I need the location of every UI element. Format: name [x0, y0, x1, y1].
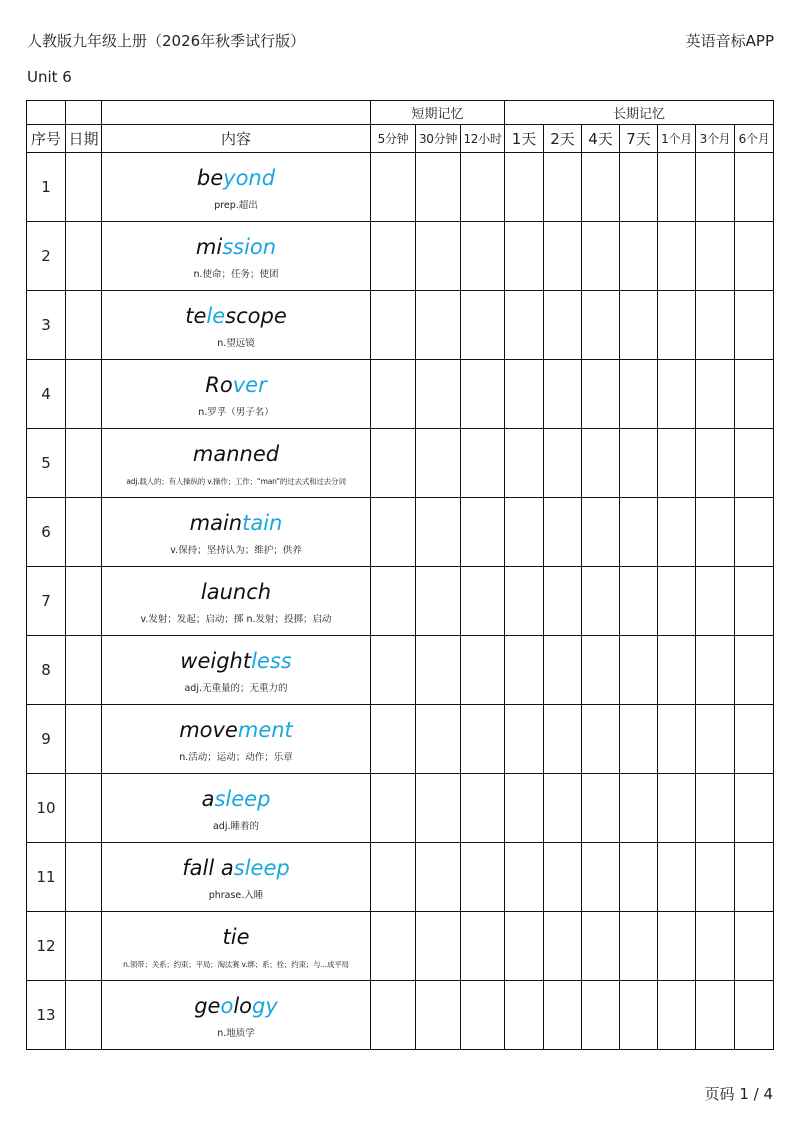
review-check-cell: [582, 222, 620, 291]
row-number: 2: [27, 222, 66, 291]
col-header-7day: 7天: [620, 125, 658, 153]
word-segment: te: [185, 304, 207, 328]
review-check-cell: [658, 636, 696, 705]
review-check-cell: [620, 843, 658, 912]
review-check-cell: [371, 774, 416, 843]
review-check-cell: [582, 774, 620, 843]
table-body: [27, 153, 774, 1050]
review-check-cell: [461, 912, 505, 981]
word-segment: a: [201, 787, 215, 811]
review-check-cell: [735, 498, 774, 567]
review-check-cell: [505, 153, 544, 222]
word-segment-highlight: less: [251, 649, 292, 673]
row-number: 7: [27, 567, 66, 636]
review-check-cell: [696, 981, 735, 1050]
table-row: [27, 843, 774, 912]
review-check-cell: [582, 705, 620, 774]
review-check-cell: [544, 774, 582, 843]
review-check-cell: [735, 981, 774, 1050]
word-definition: adj.睡着的: [212, 821, 259, 832]
content-cell: [102, 291, 371, 360]
review-check-cell: [461, 360, 505, 429]
review-check-cell: [371, 291, 416, 360]
review-check-cell: [544, 498, 582, 567]
review-check-cell: [505, 843, 544, 912]
review-check-cell: [371, 222, 416, 291]
review-check-cell: [658, 222, 696, 291]
word-segment: be: [196, 166, 224, 190]
row-number: 13: [27, 981, 66, 1050]
review-check-cell: [416, 636, 461, 705]
date-cell: [66, 567, 102, 636]
review-check-cell: [735, 153, 774, 222]
word-definition: n.望远镜: [217, 338, 255, 349]
vocab-word: [102, 511, 370, 537]
review-check-cell: [544, 636, 582, 705]
content-cell: [102, 912, 371, 981]
word-segment-highlight: sleep: [214, 787, 271, 811]
word-segment: launch: [200, 580, 272, 604]
word-definition: adj.载人的；有人操纵的 v.操作；工作；“man”的过去式和过去分词: [126, 477, 346, 486]
content-cell: [102, 498, 371, 567]
date-cell: [66, 153, 102, 222]
review-check-cell: [696, 360, 735, 429]
word-segment-highlight: ment: [237, 718, 293, 742]
review-check-cell: [582, 498, 620, 567]
vocab-word: [102, 856, 370, 882]
word-segment: manned: [192, 442, 280, 466]
row-number: 10: [27, 774, 66, 843]
review-check-cell: [416, 912, 461, 981]
table-row: [27, 774, 774, 843]
review-check-cell: [735, 705, 774, 774]
content-cell: [102, 567, 371, 636]
review-check-cell: [371, 912, 416, 981]
review-check-cell: [620, 567, 658, 636]
date-cell: [66, 843, 102, 912]
review-check-cell: [735, 636, 774, 705]
review-check-cell: [416, 498, 461, 567]
review-check-cell: [620, 153, 658, 222]
review-check-cell: [505, 705, 544, 774]
blank-cell: [27, 101, 66, 125]
content-cell: [102, 636, 371, 705]
word-definition: n.使命；任务；使团: [193, 269, 279, 280]
vocab-word: [102, 787, 370, 813]
col-header-content: 内容: [102, 125, 371, 153]
word-segment: move: [179, 718, 238, 742]
review-check-cell: [461, 981, 505, 1050]
memory-table: [26, 100, 774, 1050]
date-cell: [66, 291, 102, 360]
review-check-cell: [582, 429, 620, 498]
word-segment: ge: [194, 994, 221, 1018]
col-header-5min: 5分钟: [371, 125, 416, 153]
review-check-cell: [735, 912, 774, 981]
review-check-cell: [416, 222, 461, 291]
vocab-word: [102, 649, 370, 675]
word-definition: prep.超出: [214, 200, 258, 211]
word-definition: n.活动；运动；动作；乐章: [179, 752, 293, 763]
review-check-cell: [461, 636, 505, 705]
review-check-cell: [620, 636, 658, 705]
vocab-word: [102, 994, 370, 1020]
review-check-cell: [582, 360, 620, 429]
group-long-term: 长期记忆: [505, 101, 774, 125]
page-number: 页码 1 / 4: [704, 1085, 773, 1103]
content-cell: [102, 981, 371, 1050]
review-check-cell: [658, 843, 696, 912]
content-cell: [102, 360, 371, 429]
review-check-cell: [658, 429, 696, 498]
review-check-cell: [544, 153, 582, 222]
date-cell: [66, 705, 102, 774]
review-check-cell: [505, 567, 544, 636]
review-check-cell: [544, 429, 582, 498]
row-number: 12: [27, 912, 66, 981]
review-check-cell: [582, 291, 620, 360]
review-check-cell: [696, 774, 735, 843]
content-cell: [102, 222, 371, 291]
row-number: 1: [27, 153, 66, 222]
review-check-cell: [582, 843, 620, 912]
content-cell: [102, 843, 371, 912]
review-check-cell: [416, 705, 461, 774]
row-number: 3: [27, 291, 66, 360]
review-check-cell: [696, 843, 735, 912]
table-row: [27, 912, 774, 981]
review-check-cell: [696, 912, 735, 981]
table-row: [27, 498, 774, 567]
col-header-date: 日期: [66, 125, 102, 153]
date-cell: [66, 636, 102, 705]
content-cell: [102, 774, 371, 843]
col-header-1month: 1个月: [658, 125, 696, 153]
col-header-6month: 6个月: [735, 125, 774, 153]
review-check-cell: [620, 360, 658, 429]
table-row: [27, 981, 774, 1050]
word-segment: fall a: [182, 856, 234, 880]
col-header-4day: 4天: [582, 125, 620, 153]
review-check-cell: [620, 498, 658, 567]
review-check-cell: [582, 912, 620, 981]
row-number: 4: [27, 360, 66, 429]
review-check-cell: [371, 705, 416, 774]
review-check-cell: [505, 222, 544, 291]
vocab-word: [102, 442, 370, 468]
review-check-cell: [461, 291, 505, 360]
review-check-cell: [582, 567, 620, 636]
review-check-cell: [505, 498, 544, 567]
group-short-term: 短期记忆: [371, 101, 505, 125]
review-check-cell: [620, 774, 658, 843]
review-check-cell: [461, 705, 505, 774]
word-segment-highlight: gy: [252, 994, 278, 1018]
review-check-cell: [544, 360, 582, 429]
review-check-cell: [620, 222, 658, 291]
review-check-cell: [658, 567, 696, 636]
review-check-cell: [735, 567, 774, 636]
review-check-cell: [658, 360, 696, 429]
col-header-2day: 2天: [544, 125, 582, 153]
review-check-cell: [544, 291, 582, 360]
review-check-cell: [416, 567, 461, 636]
vocab-word: [102, 718, 370, 744]
content-cell: [102, 705, 371, 774]
word-segment: lo: [233, 994, 253, 1018]
review-check-cell: [620, 429, 658, 498]
col-header-3month: 3个月: [696, 125, 735, 153]
vocab-word: [102, 580, 370, 606]
date-cell: [66, 360, 102, 429]
table-row: [27, 360, 774, 429]
date-cell: [66, 429, 102, 498]
word-segment-highlight: ssion: [222, 235, 277, 259]
content-cell: [102, 429, 371, 498]
review-check-cell: [461, 843, 505, 912]
review-check-cell: [620, 981, 658, 1050]
review-check-cell: [658, 153, 696, 222]
review-check-cell: [416, 429, 461, 498]
review-check-cell: [505, 636, 544, 705]
review-check-cell: [735, 222, 774, 291]
word-segment-highlight: yond: [223, 166, 276, 190]
review-check-cell: [505, 360, 544, 429]
vocab-word: [102, 373, 370, 399]
review-check-cell: [461, 774, 505, 843]
review-check-cell: [371, 360, 416, 429]
table-row: [27, 153, 774, 222]
date-cell: [66, 774, 102, 843]
row-number: 6: [27, 498, 66, 567]
word-segment: scope: [225, 304, 287, 328]
review-check-cell: [544, 222, 582, 291]
blank-cell: [102, 101, 371, 125]
review-check-cell: [696, 222, 735, 291]
word-segment: weight: [180, 649, 252, 673]
date-cell: [66, 498, 102, 567]
word-segment-highlight: le: [206, 304, 226, 328]
review-check-cell: [461, 222, 505, 291]
row-number: 9: [27, 705, 66, 774]
review-check-cell: [658, 498, 696, 567]
review-check-cell: [371, 153, 416, 222]
unit-label: Unit 6: [27, 68, 72, 86]
review-check-cell: [620, 291, 658, 360]
review-check-cell: [544, 912, 582, 981]
review-check-cell: [658, 912, 696, 981]
review-check-cell: [461, 498, 505, 567]
review-check-cell: [735, 291, 774, 360]
document-title: 人教版九年级上册（2026年秋季试行版）: [27, 32, 306, 50]
review-check-cell: [461, 153, 505, 222]
review-check-cell: [371, 429, 416, 498]
row-number: 8: [27, 636, 66, 705]
review-check-cell: [416, 774, 461, 843]
review-check-cell: [696, 636, 735, 705]
table-row: [27, 222, 774, 291]
blank-cell: [66, 101, 102, 125]
word-segment: main: [189, 511, 243, 535]
review-check-cell: [658, 291, 696, 360]
review-check-cell: [582, 981, 620, 1050]
vocab-word: [102, 166, 370, 192]
word-segment-highlight: ver: [232, 373, 267, 397]
review-check-cell: [505, 981, 544, 1050]
review-check-cell: [735, 360, 774, 429]
review-check-cell: [505, 912, 544, 981]
word-segment-highlight: sleep: [233, 856, 290, 880]
table-row: [27, 291, 774, 360]
review-check-cell: [416, 153, 461, 222]
review-check-cell: [371, 981, 416, 1050]
content-cell: [102, 153, 371, 222]
date-cell: [66, 912, 102, 981]
review-check-cell: [582, 636, 620, 705]
word-definition: v.保持；坚持认为；维护；供养: [170, 545, 302, 556]
col-header-12h: 12小时: [461, 125, 505, 153]
review-check-cell: [505, 774, 544, 843]
review-check-cell: [735, 774, 774, 843]
word-definition: n.领带；关系；约束；平局；淘汰赛 v.绑；系；拴；约束；与...成平局: [123, 960, 349, 969]
review-check-cell: [416, 360, 461, 429]
review-check-cell: [416, 843, 461, 912]
review-check-cell: [544, 567, 582, 636]
review-check-cell: [371, 843, 416, 912]
row-number: 11: [27, 843, 66, 912]
review-check-cell: [544, 981, 582, 1050]
table-row: [27, 567, 774, 636]
table-row: [27, 636, 774, 705]
review-check-cell: [658, 981, 696, 1050]
review-check-cell: [505, 429, 544, 498]
date-cell: [66, 222, 102, 291]
word-definition: n.罗孚（男子名）: [198, 407, 274, 418]
row-number: 5: [27, 429, 66, 498]
table-row: [27, 705, 774, 774]
word-definition: adj.无重量的；无重力的: [184, 683, 288, 694]
vocab-word: [102, 304, 370, 330]
review-check-cell: [544, 705, 582, 774]
review-check-cell: [696, 153, 735, 222]
review-check-cell: [735, 429, 774, 498]
review-check-cell: [620, 705, 658, 774]
review-check-cell: [461, 567, 505, 636]
review-check-cell: [620, 912, 658, 981]
word-segment-highlight: o: [220, 994, 234, 1018]
review-check-cell: [658, 774, 696, 843]
word-segment: tie: [222, 925, 250, 949]
app-name: 英语音标APP: [685, 32, 774, 50]
word-definition: v.发射；发起；启动；掷 n.发射；投掷；启动: [140, 614, 332, 625]
review-check-cell: [505, 291, 544, 360]
col-header-1day: 1天: [505, 125, 544, 153]
word-segment: Ro: [205, 373, 233, 397]
word-definition: phrase.入睡: [208, 890, 264, 901]
review-check-cell: [696, 567, 735, 636]
review-check-cell: [735, 843, 774, 912]
review-check-cell: [371, 498, 416, 567]
review-check-cell: [696, 705, 735, 774]
review-check-cell: [416, 291, 461, 360]
review-check-cell: [696, 429, 735, 498]
table-row: [27, 429, 774, 498]
date-cell: [66, 981, 102, 1050]
review-check-cell: [416, 981, 461, 1050]
vocab-word: [102, 235, 370, 261]
word-segment-highlight: tain: [242, 511, 283, 535]
review-check-cell: [544, 843, 582, 912]
col-header-no: 序号: [27, 125, 66, 153]
review-check-cell: [371, 636, 416, 705]
word-segment: mi: [195, 235, 223, 259]
review-check-cell: [371, 567, 416, 636]
review-check-cell: [658, 705, 696, 774]
review-check-cell: [696, 291, 735, 360]
review-check-cell: [582, 153, 620, 222]
review-check-cell: [461, 429, 505, 498]
word-definition: n.地质学: [217, 1028, 255, 1039]
col-header-30min: 30分钟: [416, 125, 461, 153]
vocab-word: [102, 925, 370, 951]
review-check-cell: [696, 498, 735, 567]
